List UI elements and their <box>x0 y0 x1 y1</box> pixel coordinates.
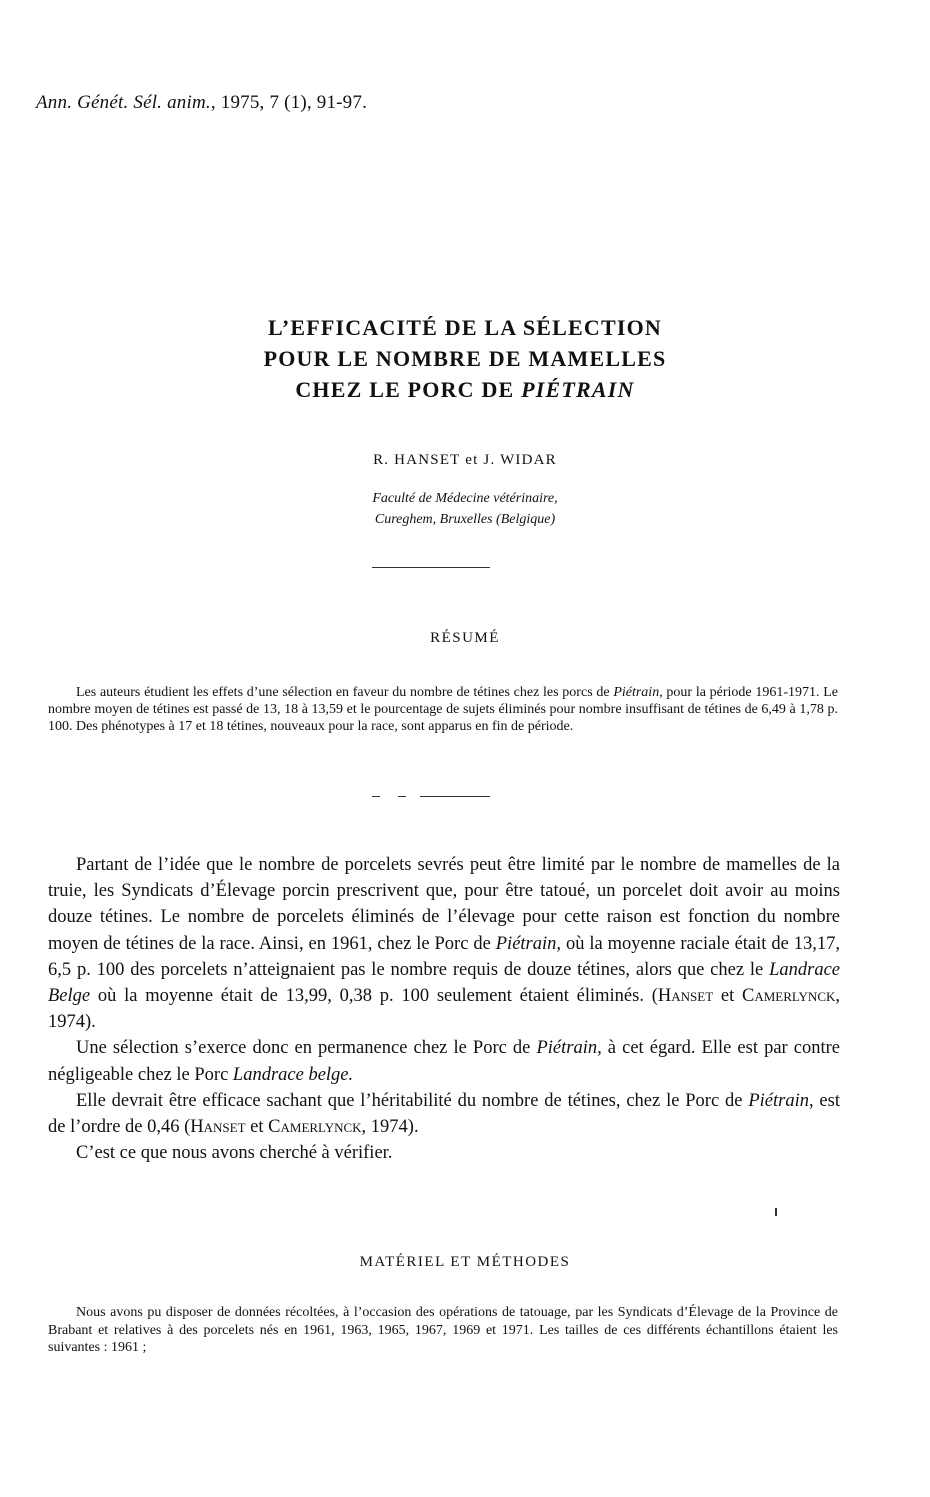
title-line-1: L’EFFICACITÉ DE LA SÉLECTION <box>267 315 663 340</box>
intro-p1-text-g: , 1974). <box>48 986 840 1033</box>
intro-p1-breed: Piétrain, <box>495 933 562 954</box>
intro-p3-text-d: et <box>245 1117 269 1138</box>
intro-p1-text-c: où la moyenne raciale était de 13,17, 6,5 p. 100 des porcelets n’atteignaient pas le nombre requis de douze tétines, alors que chez le <box>48 933 840 980</box>
intro-p1-text-a: Partant de l’idée que le nombre de porcelets sevrés peut être limité par le nombre de mamelles de la truie, les Syndicats d’Élevage porcin prescrivent que, pour être tatoué, un porcelet doit avoir au moins douze tétines. Le nombre de porcelets éliminés de l’élevage pour cette raison est fonction du nombre moyen de tétines de la race. Ainsi, en 1961, chez le Porc de <box>48 855 840 954</box>
intro-p3-breed: Piétrain <box>748 1090 809 1111</box>
scan-mark <box>775 1208 777 1216</box>
methods-heading: MATÉRIEL ET MÉTHODES <box>359 1254 571 1270</box>
abstract-text-2: , pour la période 1961-1971. Le nombre moyen de tétines est passé de 13, 18 à 13,59 et le pourcentage de sujets éliminés pour nombre insuffisant de tétines de 6,49 à 1,78 p. 100. Des phénotypes à 17 et 18 tétines, nouveaux pour la race, sont apparus en fin de période. <box>48 685 838 734</box>
intro-p3-text-e: , 1974). <box>361 1117 419 1138</box>
title-line-3-prefix: CHEZ LE PORC DE <box>295 377 522 402</box>
intro-p3-author-2: Camerlynck <box>268 1117 362 1138</box>
intro-p2-text-c: à cet égard. Elle est par contre négligeable chez le Porc <box>48 1038 840 1085</box>
introduction <box>48 852 840 1166</box>
intro-p1-breed-2: Landrace Belge <box>48 959 840 1007</box>
title-line-2: POUR LE NOMBRE DE MAMELLES <box>263 346 667 371</box>
intro-p3-text-a: Elle devrait être efficace sachant que l’héritabilité du nombre de tétines, chez le Porc de <box>76 1090 749 1111</box>
intro-p3-author-1: Hanset <box>190 1117 246 1138</box>
methods-section <box>48 1304 838 1357</box>
intro-p1-text-f: et <box>713 986 742 1007</box>
affiliation <box>0 488 930 530</box>
intro-p1-author-1: Hanset <box>657 986 714 1007</box>
separator-rule-top <box>372 567 490 568</box>
intro-paragraph-4: C’est ce que nous avons cherché à vérifier. <box>76 1143 393 1164</box>
intro-paragraph-1 <box>48 852 840 1035</box>
abstract-text-1: Les auteurs étudient les effets d’une sélection en faveur du nombre de tétines chez les porcs de <box>76 685 614 700</box>
title-breed-name: PIÉTRAIN <box>521 377 635 402</box>
intro-p1-text-e: où la moyenne était de 13,99, 0,38 p. 100 seulement étaient éliminés. ( <box>90 986 658 1007</box>
methods-paragraph: Nous avons pu disposer de données récoltées, à l’occasion des opérations de tatouage, par les Syndicats d’Élevage de la Province de Brabant et relatives à des porcelets nés en 1961, 1963, 1965, 1967, 1969 et 1971. Les tailles de ces différents échantillons étaient les suivantes : 1961 ; <box>48 1305 838 1355</box>
intro-paragraph-3 <box>48 1088 840 1140</box>
intro-p1-author-2: Camerlynck <box>742 986 836 1007</box>
abstract-breed: Piétrain <box>613 685 660 700</box>
authors: R. HANSET et J. WIDAR <box>373 452 557 468</box>
separator-dash-2 <box>398 796 406 797</box>
resume-heading: RÉSUMÉ <box>430 630 500 646</box>
separator-dash-1 <box>372 796 380 797</box>
abstract <box>48 684 838 735</box>
intro-paragraph-2 <box>48 1035 840 1087</box>
title-line-3 <box>0 374 930 405</box>
intro-p3-text-c: , est de l’ordre de 0,46 ( <box>48 1090 840 1138</box>
affiliation-line-1: Faculté de Médecine vétérinaire, <box>372 491 558 506</box>
journal-name: Ann. Génét. Sél. anim. <box>36 92 211 113</box>
journal-volume-pages: , 1975, 7 (1), 91-97. <box>210 92 368 113</box>
separator-dash-3 <box>420 796 490 797</box>
abstract-paragraph <box>48 684 838 735</box>
intro-p2-breed-2: Landrace belge. <box>232 1064 354 1085</box>
intro-p2-text-a: Une sélection s’exerce donc en permanence chez le Porc de <box>76 1038 537 1059</box>
affiliation-line-2: Cureghem, Bruxelles (Belgique) <box>374 512 556 527</box>
journal-reference <box>36 92 367 114</box>
article-title <box>0 312 930 405</box>
intro-p2-breed: Piétrain, <box>536 1038 602 1059</box>
